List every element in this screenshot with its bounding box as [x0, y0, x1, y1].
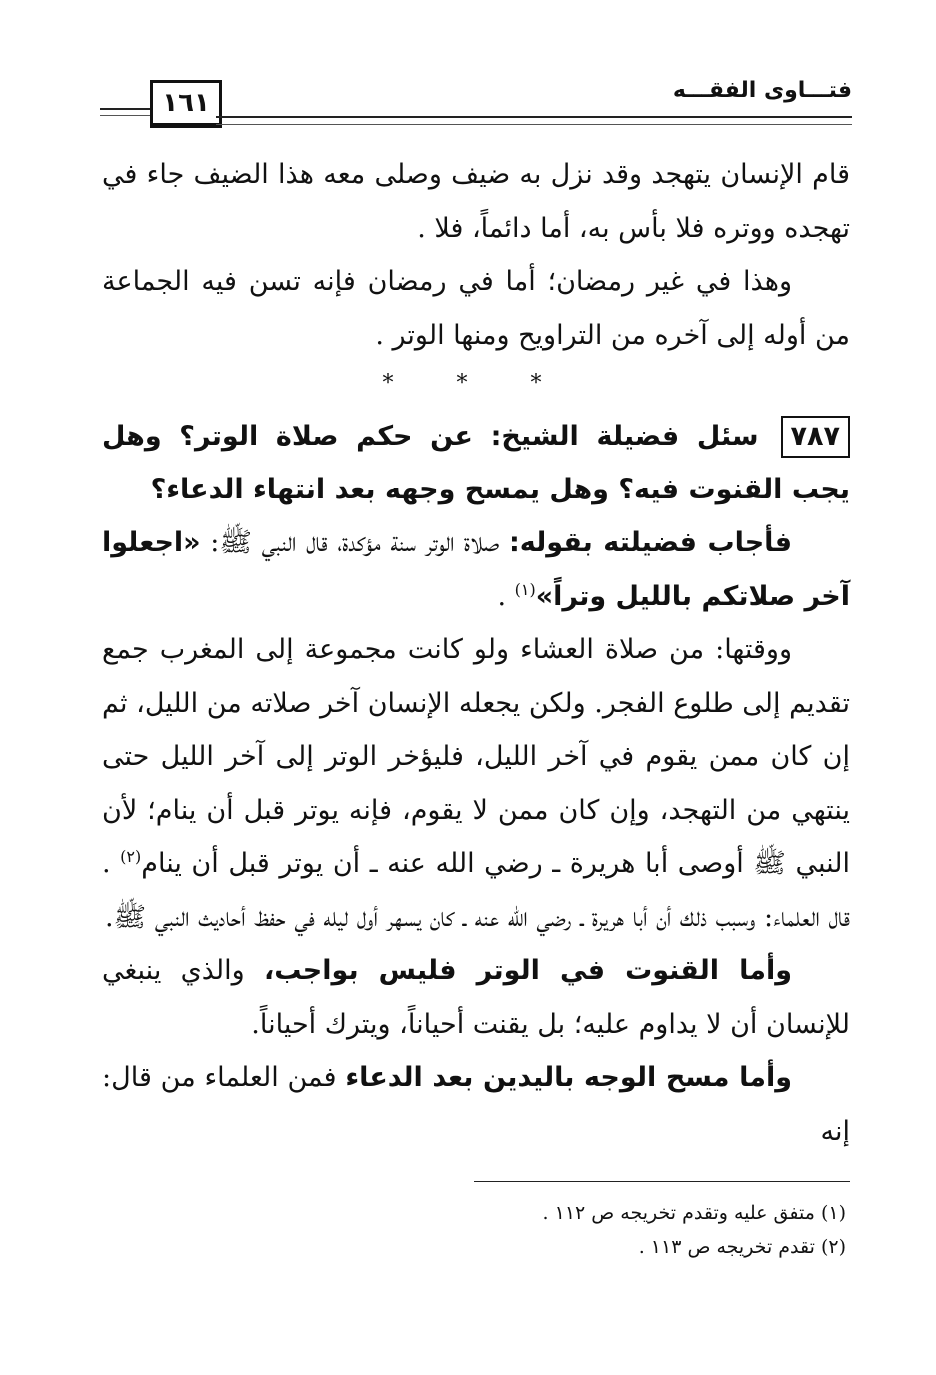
book-title: فتـــاوى الفقـــه — [672, 78, 852, 103]
page-number: ١٦١ — [150, 80, 222, 128]
answer-text: صلاة الوتر سنة مؤكدة، قال النبي ﷺ: — [200, 527, 509, 558]
footnote-ref-2: (٢) — [120, 847, 142, 866]
paragraph-ramadan: وهذا في غير رمضان؛ أما في رمضان فإنه تسن فيه الجماعة من أوله إلى آخره من التراويح ومنها الوتر . — [102, 266, 850, 351]
header-rule — [216, 116, 852, 118]
time-text-b: . قال العلماء: وسبب ذلك أن أبا هريرة ـ رضي الله عنه ـ كان يسهر أول ليله في حفظ أحاديث النبي ﷺ. — [102, 848, 850, 933]
wiping-lead: وأما مسح الوجه باليدين بعد الدعاء — [345, 1062, 792, 1093]
qunut-text: والذي ينبغي للإنسان أن لا يداوم عليه؛ بل يقنت أحياناً، ويترك أحياناً. — [102, 955, 850, 1040]
footnote-divider — [474, 1181, 850, 1182]
wiping-text: فمن العلماء من قال: إنه — [102, 1062, 850, 1147]
question-text: سئل فضيلة الشيخ: عن حكم صلاة الوتر؟ وهل يجب القنوت فيه؟ وهل يمسح وجهه بعد انتهاء الدعاء؟ — [102, 421, 850, 505]
question-787 — [102, 410, 850, 516]
qunut-lead: وأما القنوت في الوتر فليس بواجب، — [263, 955, 792, 986]
hadith-quote: «اجعلوا آخر صلاتكم بالليل وتراً» — [102, 527, 850, 612]
footnote-ref-1: (١) — [514, 579, 536, 599]
question-number: ٧٨٧ — [781, 416, 850, 458]
header-rule — [100, 108, 150, 110]
paragraph-continuation: قام الإنسان يتهجد وقد نزل به ضيف وصلى معه هذا الضيف جاء في تهجده ووتره فلا بأس به، أما دائماً، فلا . — [102, 159, 850, 244]
page-body — [102, 148, 850, 1158]
footnote-2: (٢) تقدم تخريجه ص ١١٣ . — [638, 1236, 846, 1258]
time-text-a: ووقتها: من صلاة العشاء ولو كانت مجموعة إلى المغرب جمع تقديم إلى طلوع الفجر. ولكن يجعله الإنسان آخر صلاته من الليل، ثم إن كان ممن يقوم في آخر الليل، فليؤخر الوتر إلى آخر الليل حتى ينتهي من التهجد، وإن كان ممن لا يقوم، فإنه يوتر قبل أن ينام؛ لأن النبي ﷺ أوصى أبا هريرة ـ رضي الله عنه ـ أن يوتر قبل أن ينام — [102, 634, 851, 879]
header-rule — [216, 124, 852, 125]
answer-lead: فأجاب فضيلته بقوله: — [508, 527, 792, 558]
section-separator: * * * — [382, 371, 570, 396]
answer-paragraph — [102, 516, 850, 623]
answer-end: . — [497, 580, 515, 612]
footnotes — [246, 1196, 846, 1264]
qunut-paragraph — [102, 944, 850, 1051]
time-paragraph — [102, 623, 850, 944]
header-rule — [100, 115, 150, 116]
footnote-1: (١) متفق عليه وتقدم تخريجه ص ١١٢ . — [542, 1202, 846, 1224]
wiping-paragraph — [102, 1051, 850, 1158]
page-header — [100, 74, 852, 128]
